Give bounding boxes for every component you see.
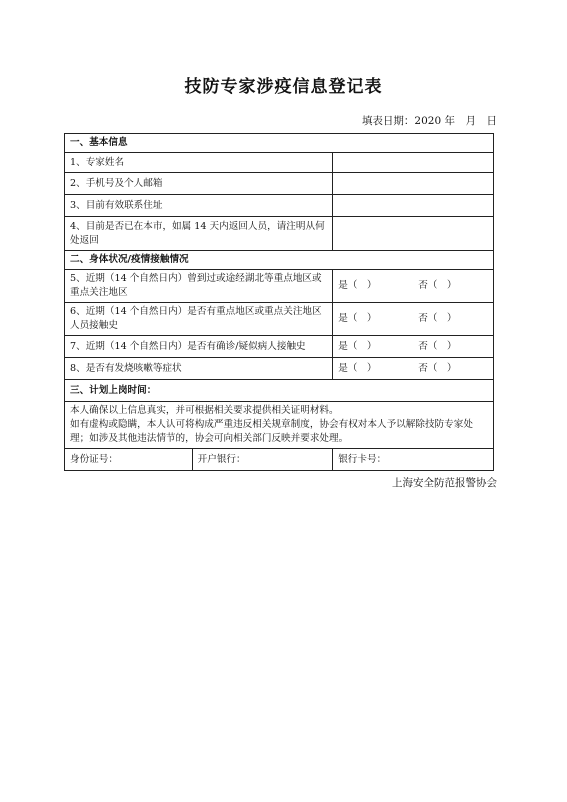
bank-info-row [65, 449, 494, 471]
section-health-header [65, 251, 494, 270]
yes-no-choice[interactable] [333, 303, 494, 336]
declaration-line: 如有虚构或隐瞒，本人认可将构成严重违反相关规章制度，协会有权对本人予以解除技防专家处理；如涉及其他违法情节的，协会可向相关部门反映并要求处理。 [70, 419, 473, 444]
start-time-field[interactable]: 三、计划上岗时间： [65, 380, 494, 402]
declaration-row [65, 402, 494, 449]
question-label: 5、近期（14 个自然日内）曾到过或途经湖北等重点地区或重点关注地区 [65, 270, 333, 303]
table-row [65, 270, 494, 303]
no-option[interactable]: 否（ ） [418, 280, 457, 291]
field-label: 3、目前有效联系住址 [65, 195, 333, 217]
registration-form-table [64, 133, 494, 471]
declaration [65, 402, 494, 449]
table-row [65, 173, 494, 195]
expert-name-field[interactable] [333, 153, 494, 173]
section-start-time [65, 380, 494, 402]
question-label: 7、近期（14 个自然日内）是否有确诊/疑似病人接触史 [65, 336, 333, 358]
no-option[interactable]: 否（ ） [418, 340, 457, 352]
table-row [65, 217, 494, 251]
field-label: 2、手机号及个人邮箱 [65, 173, 333, 195]
declaration-line: 本人确保以上信息真实，并可根据相关要求提供相关证明材料。 [70, 405, 339, 416]
id-number-field[interactable]: 身份证号： [65, 449, 193, 471]
section-header: 二、身体状况/疫情接触情况 [65, 251, 494, 270]
table-row [65, 336, 494, 358]
question-label: 6、近期（14 个自然日内）是否有重点地区或重点关注地区人员接触史 [65, 303, 333, 336]
yes-option[interactable]: 是（ ） [338, 362, 377, 374]
bank-name-field[interactable]: 开户银行： [192, 449, 333, 471]
table-row [65, 303, 494, 336]
yes-no-choice[interactable] [333, 270, 494, 303]
no-option[interactable]: 否（ ） [418, 313, 457, 324]
yes-option[interactable]: 是（ ） [338, 280, 377, 291]
yes-option[interactable]: 是（ ） [338, 313, 377, 324]
section-header: 一、基本信息 [65, 134, 494, 153]
form-title: 技防专家涉疫信息登记表 [184, 77, 383, 97]
no-option[interactable]: 否（ ） [418, 362, 457, 374]
phone-email-field[interactable] [333, 173, 494, 195]
yes-no-choice[interactable] [333, 358, 494, 380]
question-label: 8、是否有发烧咳嗽等症状 [65, 358, 333, 380]
table-row [65, 358, 494, 380]
section-basic-info-header [65, 134, 494, 153]
table-row [65, 195, 494, 217]
table-row [65, 153, 494, 173]
yes-no-choice[interactable] [333, 336, 494, 358]
return-location-field[interactable] [333, 217, 494, 251]
fill-date: 填表日期：2020 年 月 日 [361, 115, 497, 127]
field-label: 1、专家姓名 [65, 153, 333, 173]
card-number-field[interactable]: 银行卡号： [333, 449, 494, 471]
field-label: 4、目前是否已在本市，如属 14 天内返回人员，请注明从何处返回 [65, 217, 333, 251]
organization-name: 上海安全防范报警协会 [392, 477, 497, 489]
address-field[interactable] [333, 195, 494, 217]
yes-option[interactable]: 是（ ） [338, 340, 377, 352]
